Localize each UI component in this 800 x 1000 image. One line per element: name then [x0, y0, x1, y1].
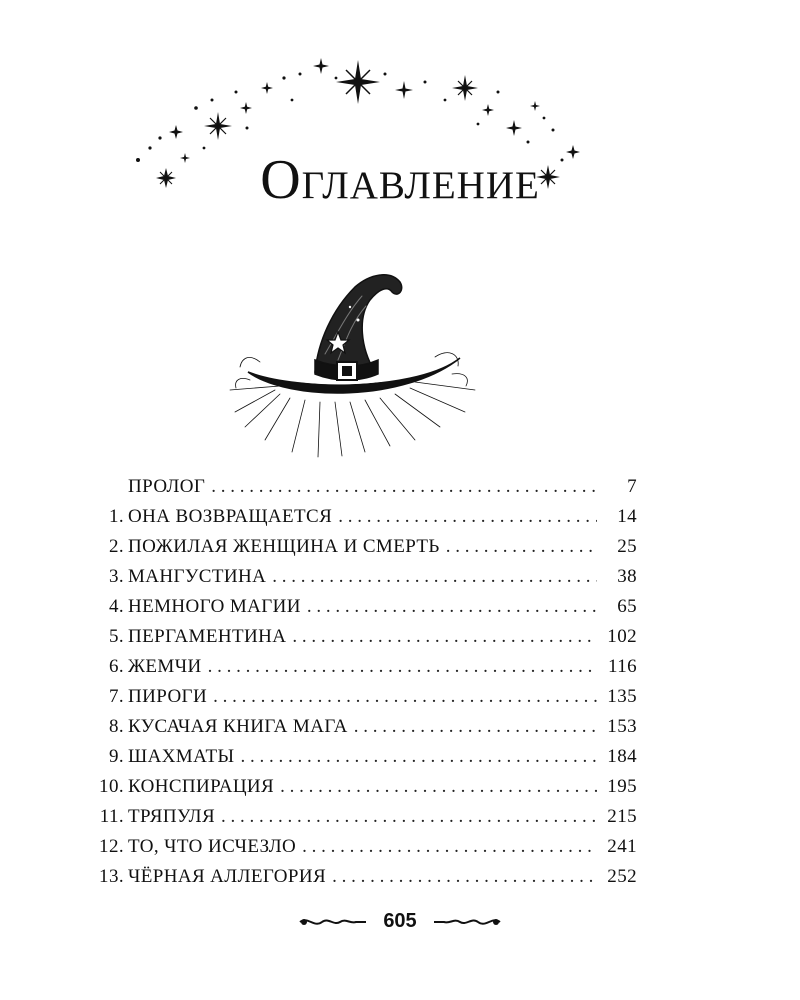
toc-dot-leader — [272, 566, 597, 588]
toc-entry-number: 1. — [108, 506, 124, 527]
toc-dot-leader — [292, 626, 597, 648]
sparkle-icon — [482, 104, 494, 116]
toc-entry-page: 195 — [607, 776, 637, 797]
toc-entry-number: 2. — [108, 536, 124, 557]
toc-entry-page: 14 — [617, 506, 637, 527]
ornament-left-icon — [298, 914, 368, 930]
toc-entry — [92, 836, 637, 866]
toc-entry-title: ПЕРГАМЕНТИНА — [128, 626, 287, 647]
sparkle-icon — [395, 81, 413, 99]
ornament-right-icon — [432, 914, 502, 930]
toc-entry-number: 11. — [99, 806, 124, 827]
toc-entry — [92, 566, 637, 596]
toc-entry-page: 102 — [607, 626, 637, 647]
toc-entry — [92, 686, 637, 716]
toc-entry — [92, 506, 637, 536]
toc-dot-leader — [208, 656, 597, 678]
toc-entry-number: 12. — [99, 836, 124, 857]
toc-entry-page: 241 — [607, 836, 637, 857]
toc-entry-number: 8. — [108, 716, 124, 737]
toc-entry-number: 3. — [108, 566, 124, 587]
toc-dot-leader — [354, 716, 597, 738]
sparkle-icon — [261, 82, 273, 94]
toc-entry-page: 135 — [607, 686, 637, 707]
sparkle-icon — [204, 112, 232, 140]
toc-dot-leader — [280, 776, 597, 798]
toc-entry-title: КУСАЧАЯ КНИГА МАГА — [128, 716, 348, 737]
toc-entry-title: ЧЁРНАЯ АЛЛЕГОРИЯ — [128, 866, 327, 887]
toc-entry-number: 7. — [108, 686, 124, 707]
toc-dot-leader — [211, 476, 597, 498]
toc-entry-page: 7 — [627, 476, 637, 497]
toc-entry-page: 184 — [607, 746, 637, 767]
toc-dot-leader — [221, 806, 597, 828]
sparkle-icon — [506, 120, 522, 136]
toc-dot-leader — [302, 836, 597, 858]
toc-entry — [92, 776, 637, 806]
toc-entry — [92, 656, 637, 686]
toc-entry-title: ПИРОГИ — [128, 686, 208, 707]
toc-entry-title: ОНА ВОЗВРАЩАЕТСЯ — [128, 506, 333, 527]
toc-entry — [92, 596, 637, 626]
toc-dot-leader — [332, 866, 597, 888]
sparkle-icon — [452, 75, 478, 101]
sparkle-icon — [240, 102, 252, 114]
toc-entry-page: 215 — [607, 806, 637, 827]
sparkle-icon — [313, 58, 329, 74]
toc-entry-number: 6. — [108, 656, 124, 677]
toc-entry — [92, 866, 637, 896]
toc-entry — [92, 806, 637, 836]
toc-entry-title: ПОЖИЛАЯ ЖЕНЩИНА И СМЕРТЬ — [128, 536, 440, 557]
toc-entry-page: 25 — [617, 536, 637, 557]
toc-entry-number: 13. — [99, 866, 124, 887]
toc-entry-number: 10. — [99, 776, 124, 797]
toc-dot-leader — [446, 536, 597, 558]
toc-dot-leader — [307, 596, 597, 618]
page-number: 605 — [383, 910, 417, 933]
toc-entry-title: ПРОЛОГ — [128, 476, 206, 497]
toc-entry-page: 65 — [617, 596, 637, 617]
toc-entry-page: 252 — [607, 866, 637, 887]
toc-entry-page: 38 — [617, 566, 637, 587]
toc-dot-leader — [241, 746, 597, 768]
toc-entry — [92, 626, 637, 656]
toc-entry-title: ТРЯПУЛЯ — [128, 806, 216, 827]
toc-entry-number: 9. — [108, 746, 124, 767]
toc-entry-title: НЕМНОГО МАГИИ — [128, 596, 301, 617]
toc-entry-title: ШАХМАТЫ — [128, 746, 235, 767]
toc-entry — [92, 476, 637, 506]
witch-hat-illustration — [220, 262, 490, 462]
table-of-contents — [92, 476, 637, 896]
toc-entry — [92, 746, 637, 776]
sparkle-icon — [169, 125, 183, 139]
page-number-footer — [0, 910, 800, 933]
toc-entry — [92, 536, 637, 566]
toc-entry-title: ЖЕМЧИ — [128, 656, 202, 677]
sparkle-icon — [530, 101, 540, 111]
sparkle-icon — [336, 60, 380, 104]
page-title: Оглавление — [260, 149, 540, 211]
toc-entry-title: ТО, ЧТО ИСЧЕЗЛО — [128, 836, 297, 857]
toc-entry-page: 116 — [608, 656, 637, 677]
toc-entry-title: МАНГУСТИНА — [128, 566, 267, 587]
toc-dot-leader — [338, 506, 597, 528]
toc-entry-title: КОНСПИРАЦИЯ — [128, 776, 275, 797]
toc-entry-number: 4. — [108, 596, 124, 617]
toc-dot-leader — [213, 686, 597, 708]
toc-entry-page: 153 — [607, 716, 637, 737]
toc-entry-number: 5. — [108, 626, 124, 647]
toc-entry — [92, 716, 637, 746]
